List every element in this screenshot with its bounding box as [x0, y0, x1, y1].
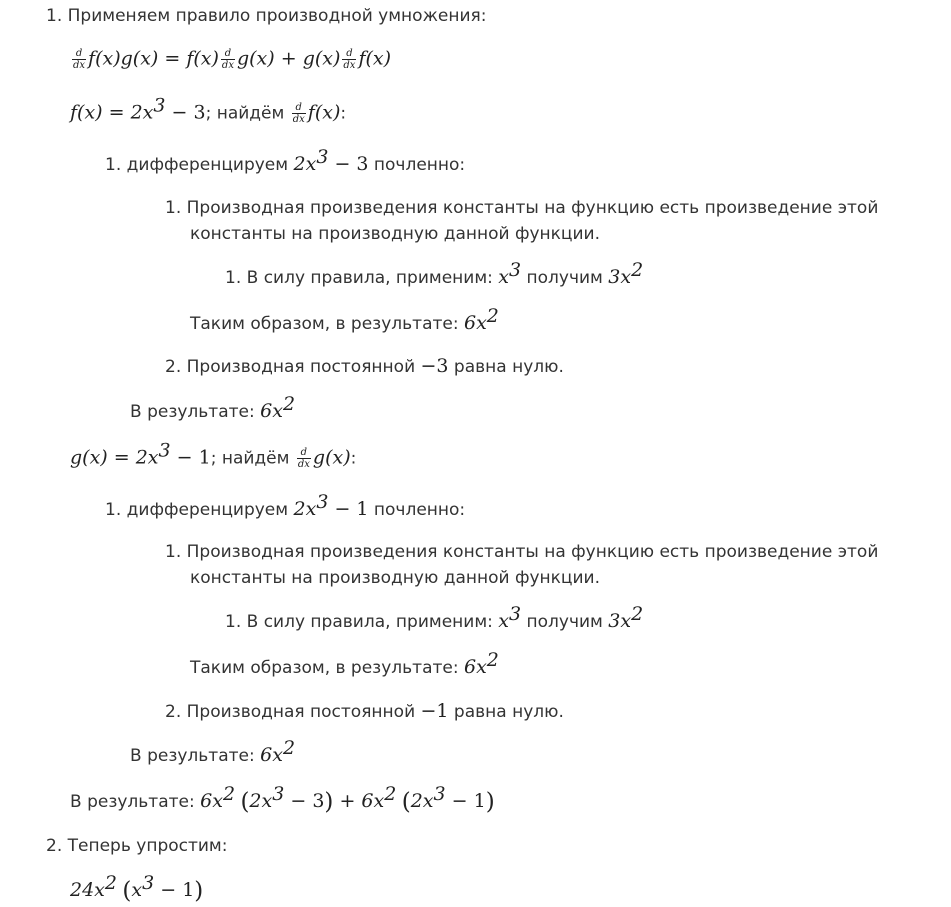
g-power-rule: 1. В силу правила, применим: $x^3$ получим $3x^2$ [225, 603, 644, 632]
g-definition: $g(x) = 2x^3 - 1$; найдём $\frac{d}{dx}$ g(x): [70, 439, 357, 470]
f-result: В результате: $6x^2$ [130, 393, 296, 422]
d-dx-fraction: $\frac{d}{dx}$ [343, 48, 356, 71]
d-dx-fraction: $\frac{d}{dx}$ [73, 48, 86, 71]
f-const-rule-line1: 1. Производная произведения константы на функцию есть произведение этой [165, 198, 879, 218]
f-constant-zero: 2. Производная постоянной −3 равна нулю. [165, 355, 564, 377]
g-sub-step-1: 1. дифференцируем $2x^3 - 1$ почленно: [105, 491, 466, 520]
f-const-rule-line2: константы на производную данной функции. [190, 224, 600, 244]
g-const-rule-line1: 1. Производная произведения константы на функцию есть произведение этой [165, 542, 879, 562]
f-power-rule: 1. В силу правила, применим: $x^3$ получим $3x^2$ [225, 259, 644, 288]
f-definition: $f(x) = 2x^3 - 3$; найдём $\frac{d}{dx}$ f(x): [70, 94, 347, 125]
d-dx-fraction: $\frac{d}{dx}$ [297, 447, 310, 470]
product-rule-formula: $\frac{d}{dx}$ f(x)g(x) = f(x) $\frac{d}{dx}$ g(x) + g(x) $\frac{d}{dx}$ f(x) [73, 47, 392, 71]
f-sub-step-1: 1. дифференцируем $2x^3 - 3$ почленно: [105, 146, 466, 175]
g-result: В результате: $6x^2$ [130, 737, 296, 766]
g-const-rule-line2: константы на производную данной функции. [190, 568, 600, 588]
f-thus-result: Таким образом, в результате: $6x^2$ [190, 305, 499, 334]
simplified-result: $24x^2$ $(x^3 - 1)$ [70, 872, 204, 904]
d-dx-fraction: $\frac{d}{dx}$ [221, 48, 234, 71]
combined-result: В результате: $6x^2$ $(2x^3 - 3) + 6x^2$ $(2x^3 - 1)$ [70, 783, 495, 815]
d-dx-fraction: $\frac{d}{dx}$ [292, 102, 305, 125]
step-1-intro: 1. Применяем правило производной умножения: [46, 6, 487, 26]
g-thus-result: Таким образом, в результате: $6x^2$ [190, 649, 499, 678]
step-2-intro: 2. Теперь упростим: [46, 836, 228, 856]
g-constant-zero: 2. Производная постоянной −1 равна нулю. [165, 700, 564, 722]
